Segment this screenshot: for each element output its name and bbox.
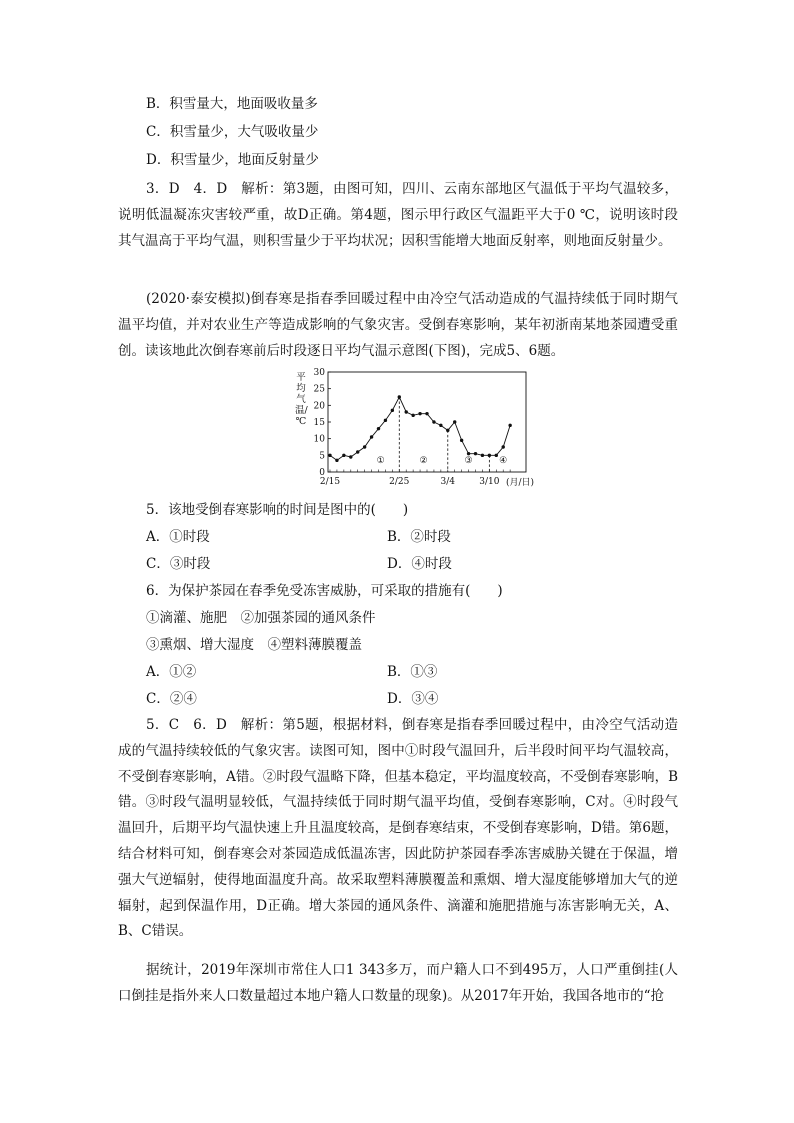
period-label: ② [419,456,428,466]
data-point [405,410,408,413]
data-point [425,412,428,415]
q5-option-a: A．①时段 [146,529,210,545]
data-point [474,452,477,455]
q6-statement-2: ③熏烟、增大湿度 ④塑料薄膜覆盖 [146,637,362,653]
period-label: ① [376,456,385,466]
intro-paragraph: (2020·泰安模拟)倒春寒是指春季回暖过程中由冷空气活动造成的气温持续低于同时期气温平均值，并对农业生产等造成影响的气象灾害。受倒春寒影响，某年初浙南某地茶园遭受重创。读该地此次倒春寒前后时段逐日平均气温示意图(下图)，完成5、6题。 [118,291,678,359]
data-point [508,424,511,427]
data-point [411,414,414,417]
data-point [502,445,505,448]
q6-option-a: A．①② [146,664,197,680]
data-point [467,452,470,455]
y-tick-label: 30 [313,368,325,378]
q5-option-d: D．④时段 [387,556,452,572]
data-point [384,419,387,422]
data-point [460,439,463,442]
data-point [453,420,456,423]
x-tick-label: 2/25 [389,477,410,487]
q6-option-d: D．③④ [387,691,439,707]
data-point [398,395,401,398]
q5-option-b: B．②时段 [387,529,451,545]
data-point [391,409,394,412]
period-label: ③ [464,456,473,466]
x-tick-label: 2/15 [319,477,341,487]
answer-3-4: 3．D 4．D 解析：第3题，由图可知，四川、云南东部地区气温低于平均气温较多，说明低温凝冻灾害较严重，故D正确。第4题，图示甲行政区气温距平大于0 ℃，说明该时段其气温高于平均气温，则积雪量少于平均状况；因积雪能增大地面反射率，则地面反射量少。 [118,181,678,249]
option-d-prev: D．积雪量少，地面反射量少 [146,152,319,168]
x-tick-label: 3/4 [440,477,456,487]
y-tick-label: 10 [313,434,325,445]
data-point [335,459,338,462]
temperature-chart [290,366,540,490]
data-point [328,454,331,457]
q5-stem: 5．该地受倒春寒影响的时间是图中的( ) [146,502,409,518]
x-tick-label: 3/10 [479,477,500,487]
period-label: ④ [499,456,508,466]
q6-option-c: C．②④ [146,691,197,707]
data-point [377,427,380,430]
x-unit-label: (月/日) [505,478,534,488]
q6-stem: 6．为保护茶园在春季免受冻害威胁，可采取的措施有( ) [146,583,503,599]
y-tick-label: 0 [319,468,325,478]
y-tick-label: 25 [313,384,325,395]
q6-statement-1: ①滴灌、施肥 ②加强茶园的通风条件 [146,610,376,626]
data-point [446,429,449,432]
data-point [432,420,435,423]
chart-ylabel: 平均气温/℃ [295,372,308,427]
y-tick-label: 20 [313,401,325,412]
y-tick-label: 5 [319,451,325,462]
answer-5-6: 5．C 6．D 解析：第5题，根据材料，倒春寒是指春季回暖过程中，由冷空气活动造成的气温持续较低的气象灾害。读图可知，图中①时段气温回升，后半段时间平均气温较高，不受倒春寒影响，A错。②时段气温略下降，但基本稳定，平均温度较高，不受倒春寒影响，B错。③时段气温明显较低，气温持续低于同时期气温平均值，受倒春寒影响，C对。④时段气温回升，后期平均气温快速上升且温度较高，是倒春寒结束，不受倒春寒影响，D错。第6题，结合材料可知，倒春寒会对茶园造成低温冻害，因此防护茶园春季冻害威胁关键在于保温，增强大气逆辐射，使得地面温度升高。故采取塑料薄膜覆盖和熏烟、增大湿度能够增加大气的逆辐射，起到保温作用，D正确。增大茶园的通风条件、滴灌和施肥措施与冻害影响无关，A、B、C错误。 [118,717,678,940]
next-paragraph: 据统计，2019年深圳市常住人口1 343多万，而户籍人口不到495万，人口严重倒挂(人口倒挂是指外来人口数量超过本地户籍人口数量的现象)。从2017年开始，我国各地市的“抢 [118,962,678,1004]
data-point [370,435,373,438]
y-tick-label: 15 [313,418,325,428]
data-point [356,450,359,453]
data-point [418,412,421,415]
option-b-prev: B．积雪量大，地面吸收量多 [146,96,318,112]
q5-option-c: C．③时段 [146,556,211,572]
data-point [342,454,345,457]
data-point [349,455,352,458]
data-point [439,424,442,427]
data-point [488,454,491,457]
data-point [363,445,366,448]
q6-option-b: B．①③ [387,664,438,680]
option-c-prev: C．积雪量少，大气吸收量少 [146,124,319,140]
data-point [481,454,484,457]
data-point [495,454,498,457]
